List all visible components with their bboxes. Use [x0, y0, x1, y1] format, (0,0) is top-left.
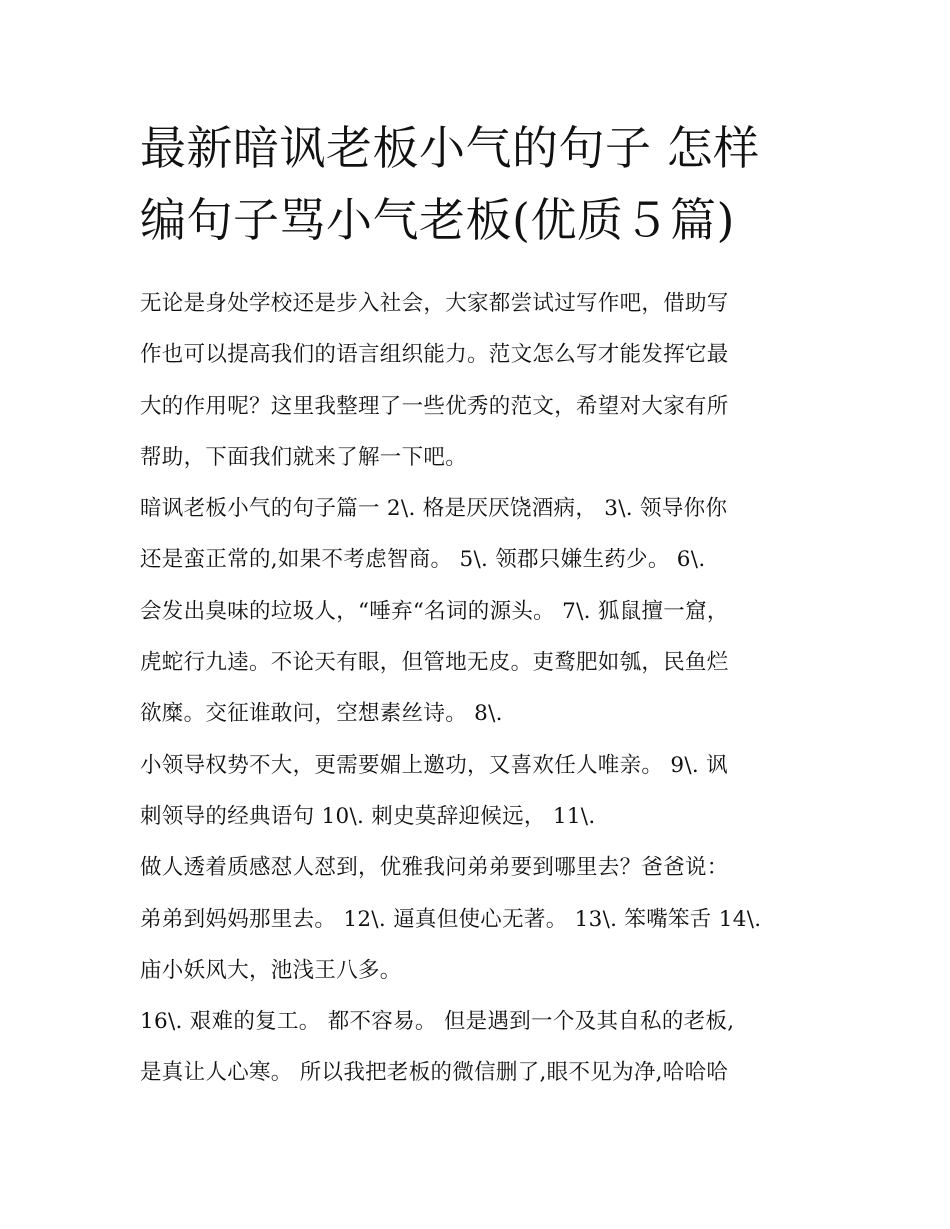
text-line: 弟弟到妈妈那里去。 12\. 逼真但使心无著。 13\. 笨嘴笨舌 14\. — [140, 906, 762, 932]
text-line: 小领导权势不大，更需要媚上邀功，又喜欢任人唯亲。 9\. 讽 — [140, 752, 728, 778]
text-line: 做人透着质感怼人怼到，优雅我问弟弟要到哪里去？爸爸说： — [140, 855, 729, 881]
text-line: 作也可以提高我们的语言组织能力。范文怎么写才能发挥它最 — [140, 342, 729, 368]
title-line: 编句子骂小气老板(优质５篇) — [140, 193, 735, 247]
text-line: 帮助，下面我们就来了解一下吧。 — [140, 444, 468, 470]
text-line: 是真让人心寒。 所以我把老板的微信删了,眼不见为净,哈哈哈 — [140, 1060, 729, 1086]
text-line: 还是蛮正常的,如果不考虑智商。 5\. 领郡只嫌生药少。 6\. — [140, 547, 706, 573]
body-paragraph — [140, 842, 820, 996]
text-line: 庙小妖风大，池浅王八多。 — [140, 957, 402, 983]
text-line: 虎蛇行九逵。不论天有眼，但管地无皮。吏鹜肥如瓠，民鱼烂 — [140, 650, 729, 676]
intro-paragraph — [140, 278, 820, 483]
title-line: 最新暗讽老板小气的句子 怎样 — [140, 121, 760, 175]
body-paragraph — [140, 483, 820, 586]
body-paragraph — [140, 996, 820, 1099]
document-body — [140, 278, 820, 1099]
document-title — [140, 112, 820, 256]
text-line: 16\. 艰难的复工。 都不容易。 但是遇到一个及其自私的老板, — [140, 1009, 735, 1035]
text-line: 会发出臭味的垃圾人，“唾弃“名词的源头。 7\. 狐鼠擅一窟， — [140, 598, 729, 624]
text-line: 大的作用呢？这里我整理了一些优秀的范文，希望对大家有所 — [140, 393, 729, 419]
text-line: 无论是身处学校还是步入社会，大家都尝试过写作吧，借助写 — [140, 291, 729, 316]
text-line: 欲糜。交征谁敢问，空想素丝诗。 8\. — [140, 701, 503, 727]
body-paragraph — [140, 740, 820, 843]
text-line: 刺领导的经典语句 10\. 刺史莫辞迎候远， 11\. — [140, 803, 596, 829]
text-line: 暗讽老板小气的句子篇一 2\. 格是厌厌饶酒病， 3\. 领导你你 — [140, 496, 728, 522]
body-paragraph — [140, 586, 820, 740]
